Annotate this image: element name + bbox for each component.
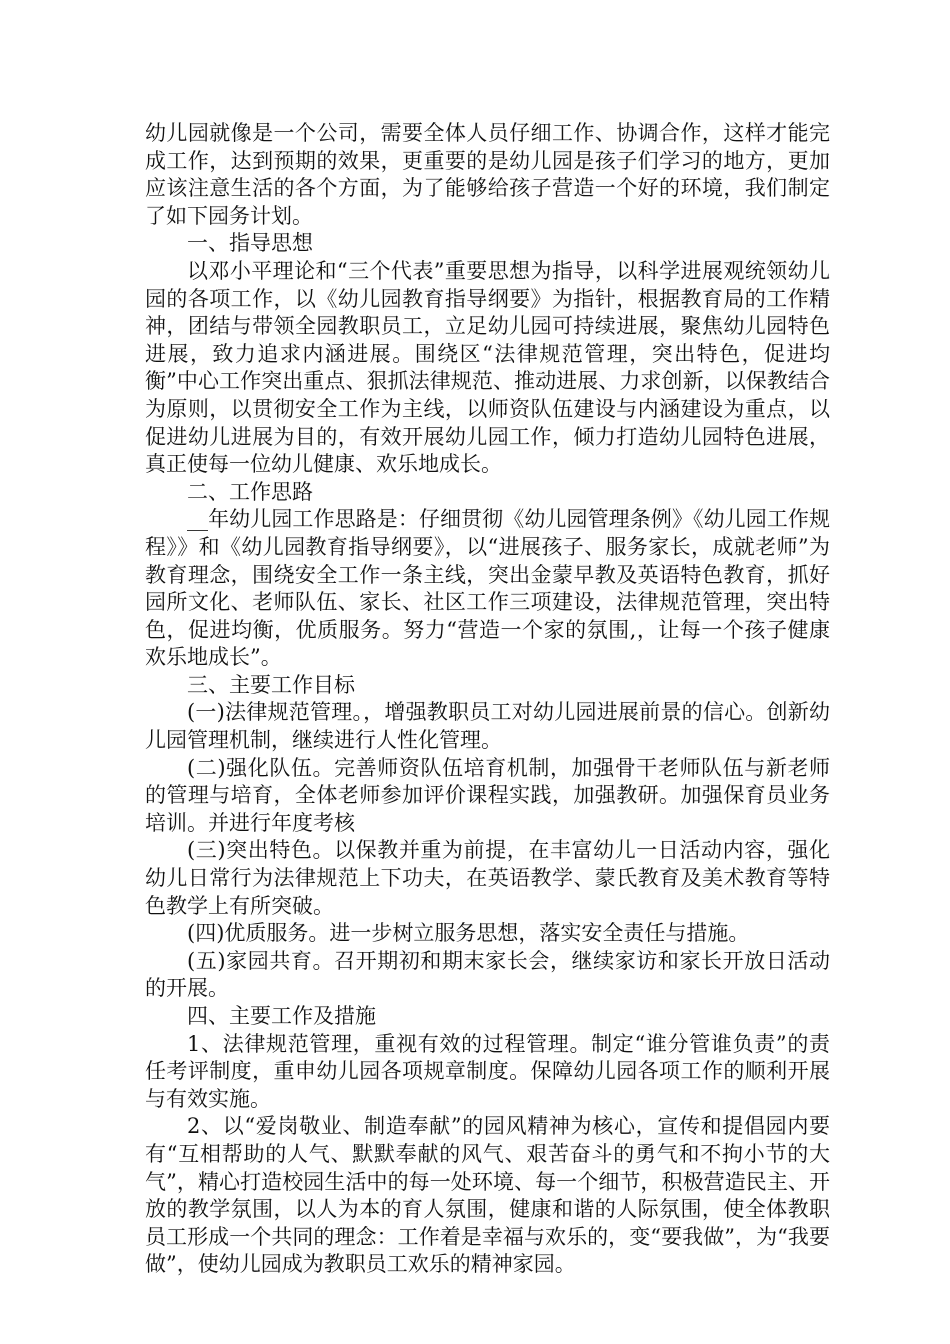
work-ideas-paragraph: __年幼儿园工作思路是：仔细贯彻《幼儿园管理条例》《幼儿园工作规程》》和《幼儿园教育指导纲要》，以“进展孩子、服务家长，成就老师”为教育理念，围绕安全工作一条主线，突出金蒙早教及英语特色教育，抓好园所文化、老师队伍、家长、社区工作三项建设，法律规范管理，突出特色，促进均衡，优质服务。努力“营造一个家的氛围,，让每一个孩子健康欢乐地成长”。 [145, 507, 830, 670]
goal-item-2: (二)强化队伍。完善师资队伍培育机制，加强骨干老师队伍与新老师的管理与培育，全体老师参加评价课程实践，加强教研。加强保育员业务培训。并进行年度考核 [145, 755, 830, 835]
goal-item-4: (四)优质服务。进一步树立服务思想，落实安全责任与措施。 [187, 921, 750, 946]
section-heading-guiding-ideology: 一、指导思想 [187, 231, 313, 256]
measure-item-1: 1、法律规范管理，重视有效的过程管理。制定“谁分管谁负责”的责任考评制度，重申幼儿园各项规章制度。保障幼儿园各项工作的顺利开展与有效实施。 [145, 1031, 830, 1111]
section-heading-work-measures: 四、主要工作及措施 [187, 1004, 376, 1028]
guiding-ideology-paragraph: 以邓小平理论和“三个代表”重要思想为指导，以科学进展观统领幼儿园的各项工作，以《幼儿园教育指导纲要》为指针，根据教育局的工作精神，团结与带领全园教职员工，立足幼儿园可持续进展，聚焦幼儿园特色进展，致力追求内涵进展。围绕区“法律规范管理，突出特色，促进均衡”中心工作突出重点、狠抓法律规范、推动进展、力求创新，以保教结合为原则，以贯彻安全工作为主线，以师资队伍建设与内涵建设为重点，以促进幼儿进展为目的，有效开展幼儿园工作，倾力打造幼儿园特色进展，真正使每一位幼儿健康、欢乐地成长。 [145, 258, 830, 477]
goal-item-3: (三)突出特色。以保教并重为前提，在丰富幼儿一日活动内容，强化幼儿日常行为法律规范上下功夫，在英语教学、蒙氏教育及美术教育等特色教学上有所突破。 [145, 838, 830, 918]
intro-paragraph: 幼儿园就像是一个公司，需要全体人员仔细工作、协调合作，这样才能完成工作，达到预期的效果，更重要的是幼儿园是孩子们学习的地方，更加应该注意生活的各个方面，为了能够给孩子营造一个好的环境，我们制定了如下园务计划。 [145, 121, 830, 228]
measure-item-2: 2、以“爱岗敬业、制造奉献”的园风精神为核心，宣传和提倡园内要有“互相帮助的人气、默默奉献的风气、艰苦奋斗的勇气和不拘小节的大气”，精心打造校园生活中的每一处环境、每一个细节，积极营造民主、开放的教学氛围，以人为本的育人氛围，健康和谐的人际氛围，使全体教职员工形成一个共同的理念：工作着是幸福与欢乐的，变“要我做”，为“我要做”，使幼儿园成为教职员工欢乐的精神家园。 [145, 1114, 830, 1277]
section-heading-work-ideas: 二、工作思路 [187, 479, 313, 504]
section-heading-main-goals: 三、主要工作目标 [187, 672, 355, 697]
document-body [145, 120, 830, 1279]
goal-item-5: (五)家园共育。召开期初和期末家长会，继续家访和家长开放日活动的开展。 [145, 948, 830, 1001]
goal-item-1: (一)法律规范管理。，增强教职员工对幼儿园进展前景的信心。创新幼儿园管理机制，继续进行人性化管理。 [145, 700, 830, 753]
